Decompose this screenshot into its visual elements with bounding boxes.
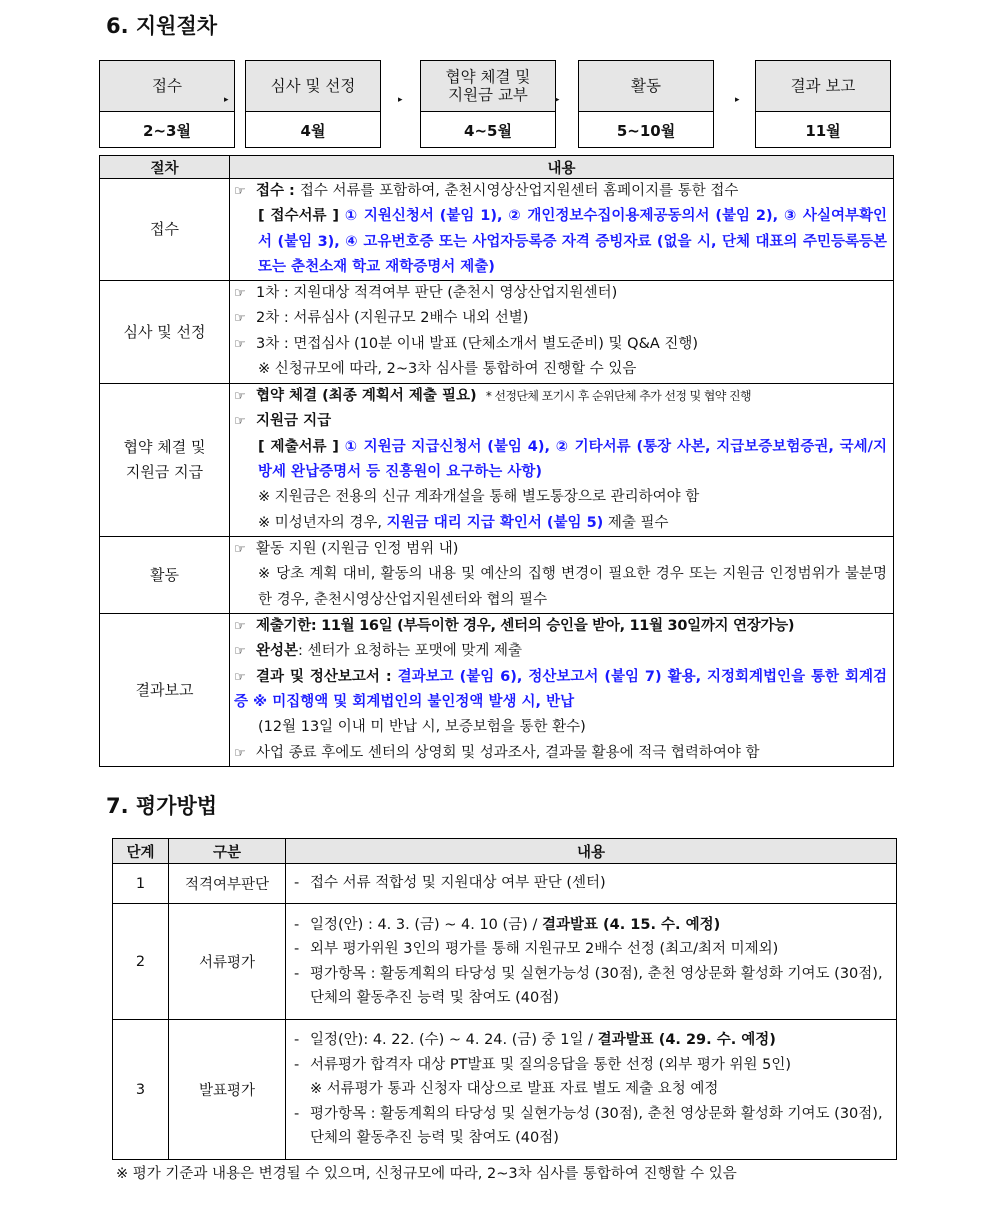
table-row (113, 904, 897, 1020)
content-text: 접수 서류를 포함하여, 춘천시영상산업지원센터 홈페이지를 통한 접수 (299, 183, 739, 199)
section-7-title: 7. 평가방법 (106, 794, 218, 818)
pointing-hand-icon: ☞ (234, 389, 246, 405)
dash-bullet: - (294, 875, 300, 892)
column-header: 구분 (169, 839, 286, 864)
pointing-hand-icon: ☞ (234, 644, 246, 660)
pointing-hand-icon: ☞ (234, 184, 246, 199)
flow-step-label: 접수 (100, 61, 234, 112)
stage-number: 3 (113, 1020, 169, 1160)
flow-step-period: 2~3월 (143, 121, 191, 140)
content-note: 제출 필수 (603, 514, 669, 531)
content-text: 일정(안): 4. 22. (수) ~ 4. 24. (금) 중 1일 / (310, 1032, 598, 1049)
content-highlight: ① 지원신청서 (붙임 1), ② 개인정보수집이용제공동의서 (붙임 2), ③ 사실여부확인서 (붙임 3), ④ 고유번호증 또는 사업자등록증 자격 증빙자료 (없을 시, 단체 대표의 주민등록등본 또는 춘천소재 학교 재학증명서 제출) (258, 208, 887, 275)
flow-step-agreement (420, 60, 556, 148)
flow-step-report (755, 60, 891, 148)
stage-content (286, 864, 897, 904)
pointing-hand-icon: ☞ (234, 542, 246, 558)
stage-category: 발표평가 (169, 1020, 286, 1160)
column-header: 절차 (100, 156, 230, 179)
content-note: ※ 당초 계획 대비, 활동의 내용 및 예산의 집행 변경이 필요한 경우 또는 지원금 인정범위가 불분명한 경우, 춘천시영상산업지원센터와 협의 필수 (258, 566, 887, 608)
result-announcement: 결과발표 (4. 29. 수. 예정) (597, 1032, 776, 1049)
content-text: 2차 : 서류심사 (지원규모 2배수 내외 선별) (256, 310, 529, 327)
content-highlight: 지원금 대리 지급 확인서 (붙임 5) (386, 514, 604, 531)
pointing-hand-icon: ☞ (234, 311, 246, 327)
table-row (100, 384, 894, 537)
stage-content (286, 904, 897, 1020)
content-note: (12월 13일 이내 미 반납 시, 보증보험을 통한 환수) (258, 719, 586, 736)
content-label: 협약 체결 (최종 계획서 제출 필요) (256, 388, 477, 405)
flow-step-label: 결과 보고 (756, 61, 890, 112)
row-label: 결과보고 (100, 614, 230, 767)
row-label: 협약 체결 및 지원금 지급 (100, 384, 230, 537)
flow-step-activity (578, 60, 714, 148)
row-label: 심사 및 선정 (100, 281, 230, 384)
procedure-table (99, 155, 894, 767)
content-text: 사업 종료 후에도 센터의 상영회 및 성과조사, 결과물 활용에 적극 협력하여야 함 (256, 744, 760, 761)
row-label: 접수 (100, 179, 230, 281)
dash-bullet: - (294, 965, 300, 982)
content-label: 완성본 (256, 643, 299, 660)
table-row (100, 537, 894, 614)
content-label: 결과 및 정산보고서 : (256, 668, 398, 685)
row-content (230, 614, 894, 767)
content-note: ※ 지원금은 전용의 신규 계좌개설을 통해 별도통장으로 관리하여야 함 (258, 489, 700, 506)
table-row (113, 1020, 897, 1160)
content-note: ※ 서류평가 통과 신청자 대상으로 발표 자료 별도 제출 요청 예정 (310, 1081, 719, 1098)
section-6-title: 6. 지원절차 (106, 14, 218, 38)
stage-number: 1 (113, 864, 169, 904)
column-header: 내용 (230, 156, 894, 179)
flow-step-period: 5~10월 (616, 121, 676, 140)
stage-category: 적격여부판단 (169, 864, 286, 904)
dash-bullet: - (294, 1056, 300, 1073)
stage-content (286, 1020, 897, 1160)
row-label: 활동 (100, 537, 230, 614)
flow-step-period: 4~5월 (464, 121, 512, 140)
table-header-row (113, 839, 897, 864)
result-announcement: 결과발표 (4. 15. 수. 예정) (541, 916, 721, 933)
flow-step-period: 11월 (805, 121, 841, 140)
content-label: 접수 : (256, 183, 300, 199)
flow-step-period: 4월 (300, 121, 326, 140)
arrow-right-icon: ▸ (398, 95, 403, 105)
content-note: ※ 신청규모에 따라, 2~3차 심사를 통합하여 진행할 수 있음 (258, 361, 637, 378)
arrow-right-icon: ▸ (224, 95, 229, 105)
content-label: [ 접수서류 ] (258, 208, 345, 225)
pointing-hand-icon: ☞ (234, 669, 246, 685)
evaluation-table (112, 838, 897, 1160)
content-label: 지원금 지급 (256, 413, 332, 430)
content-note: * 선정단체 포기시 후 순위단체 추가 선정 및 협약 진행 (485, 389, 751, 404)
row-content (230, 537, 894, 614)
content-highlight: 결과보고 (붙임 6), 정산보고서 (붙임 7) 활용, 지정회계법인을 통한 회계검증 ※ 미집행액 및 회계법인의 불인정액 발생 시, 반납 (234, 668, 887, 710)
pointing-hand-icon: ☞ (234, 414, 246, 430)
pointing-hand-icon: ☞ (234, 745, 246, 761)
dash-bullet: - (294, 1032, 300, 1049)
content-text: 일정(안) : 4. 3. (금) ~ 4. 10 (금) / (310, 916, 542, 933)
pointing-hand-icon: ☞ (234, 336, 246, 352)
content-text: : 센터가 요청하는 포맷에 맞게 제출 (298, 643, 523, 660)
table-row (100, 179, 894, 281)
pointing-hand-icon: ☞ (234, 286, 246, 302)
stage-category: 서류평가 (169, 904, 286, 1020)
content-highlight: ① 지원금 지급신청서 (붙임 4), ② 기타서류 (통장 사본, 지급보증보험증권, 국세/지방세 완납증명서 등 진흥원이 요구하는 사항) (258, 438, 887, 481)
flow-step-reception (99, 60, 235, 148)
table-header-row (100, 156, 894, 179)
content-text: 평가항목 : 활동계획의 타당성 및 실현가능성 (30점), 춘천 영상문화 활성화 기여도 (30점), 단체의 활동추진 능력 및 참여도 (40점) (310, 1105, 883, 1147)
flow-step-review (245, 60, 381, 148)
arrow-right-icon: ▸ (555, 95, 560, 105)
flow-step-label: 활동 (579, 61, 713, 112)
column-header: 내용 (286, 839, 897, 864)
dash-bullet: - (294, 941, 300, 957)
content-label: 제출기한: 11월 16일 (부득이한 경우, 센터의 승인을 받아, 11월 30일까지 연장가능) (256, 618, 795, 635)
row-content (230, 384, 894, 537)
content-text: 접수 서류 적합성 및 지원대상 여부 판단 (센터) (310, 875, 606, 892)
content-text: 평가항목 : 활동계획의 타당성 및 실현가능성 (30점), 춘천 영상문화 활성화 기여도 (30점), 단체의 활동추진 능력 및 참여도 (40점) (310, 965, 883, 1006)
content-text: 외부 평가위원 3인의 평가를 통해 지원규모 2배수 선정 (최고/최저 미제외) (310, 941, 779, 957)
content-label: [ 제출서류 ] (258, 438, 345, 455)
flow-step-label: 협약 체결 및 지원금 교부 (421, 61, 555, 112)
evaluation-note: ※ 평가 기준과 내용은 변경될 수 있으며, 신청규모에 따라, 2~3차 심사를 통합하여 진행할 수 있음 (116, 1166, 737, 1182)
content-text: 활동 지원 (지원금 인정 범위 내) (256, 541, 459, 558)
row-content (230, 281, 894, 384)
stage-number: 2 (113, 904, 169, 1020)
table-row (113, 864, 897, 904)
dash-bullet: - (294, 916, 300, 933)
dash-bullet: - (294, 1105, 300, 1122)
row-content (230, 179, 894, 281)
arrow-right-icon: ▸ (735, 95, 740, 105)
column-header: 단계 (113, 839, 169, 864)
content-text: 3차 : 면접심사 (10분 이내 발표 (단체소개서 별도준비) 및 Q&A 진행) (256, 335, 699, 352)
content-note: ※ 미성년자의 경우, (258, 514, 387, 531)
table-row (100, 614, 894, 767)
flow-step-label: 심사 및 선정 (246, 61, 380, 112)
pointing-hand-icon: ☞ (234, 619, 246, 635)
content-text: 서류평가 합격자 대상 PT발표 및 질의응답을 통한 선정 (외부 평가 위원 5인) (310, 1056, 792, 1073)
content-text: 1차 : 지원대상 적격여부 판단 (춘천시 영상산업지원센터) (256, 285, 618, 302)
table-row (100, 281, 894, 384)
